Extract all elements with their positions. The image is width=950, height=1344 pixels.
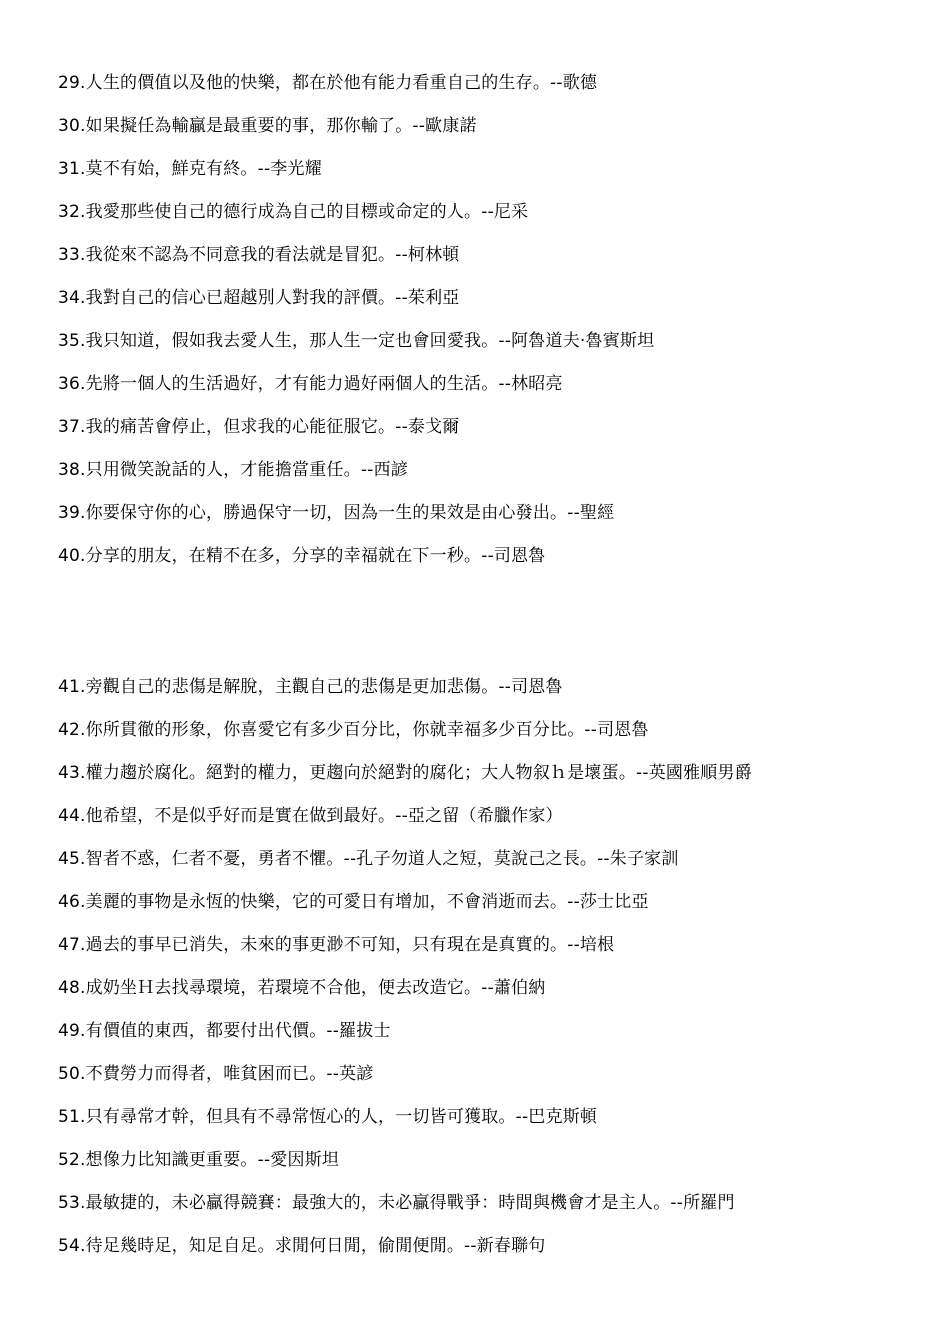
quote-48: 48.成奶坐Ｈ去找尋環境，若環境不合他，便去改造它。--蕭伯納 <box>58 978 546 998</box>
quote-52: 52.想像力比知識更重要。--愛因斯坦 <box>58 1150 340 1170</box>
quote-54: 54.待足幾時足，知足自足。求閒何日閒，偷閒便閒。--新春聯句 <box>58 1236 546 1256</box>
quote-34: 34.我對自己的信心已超越別人對我的評價。--茱利亞 <box>58 288 460 308</box>
quote-53: 53.最敏捷的，未必贏得競賽：最強大的，未必贏得戰爭：時間與機會才是主人。--所羅門 <box>58 1193 735 1213</box>
quote-51: 51.只有尋常才幹，但具有不尋常恆心的人，一切皆可獲取。--巴克斯頓 <box>58 1107 598 1127</box>
quote-47: 47.過去的事早已消失，未來的事更渺不可知，只有現在是真實的。--培根 <box>58 935 615 955</box>
quote-31: 31.莫不有始，鮮克有終。--李光耀 <box>58 159 322 179</box>
quote-38: 38.只用微笑說話的人，才能擔當重任。--西諺 <box>58 460 408 480</box>
quote-44: 44.他希望，不是似乎好而是實在做到最好。--亞之留（希臘作家） <box>58 806 563 826</box>
quote-39: 39.你要保守你的心，勝過保守一切，因為一生的果效是由心發出。--聖經 <box>58 503 615 523</box>
quote-41: 41.旁觀自己的悲傷是解脫，主觀自己的悲傷是更加悲傷。--司恩魯 <box>58 677 563 697</box>
quote-46: 46.美麗的事物是永恆的快樂，它的可愛日有增加，不會消逝而去。--莎士比亞 <box>58 892 649 912</box>
quote-50: 50.不費勞力而得者，唯貧困而已。--英諺 <box>58 1064 374 1084</box>
quote-45: 45.智者不惑，仁者不憂，勇者不懼。--孔子勿道人之短，莫說己之長。--朱子家訓 <box>58 849 679 869</box>
quote-35: 35.我只知道，假如我去愛人生，那人生一定也會回愛我。--阿魯道夫·魯賓斯坦 <box>58 331 655 351</box>
quote-43: 43.權力趨於腐化。絕對的權力，更趨向於絕對的腐化；大人物叙ｈ是壞蛋。--英國雅順男爵 <box>58 763 752 783</box>
quote-32: 32.我愛那些使自己的德行成為自己的目標或命定的人。--尼采 <box>58 202 529 222</box>
quote-37: 37.我的痛苦會停止，但求我的心能征服它。--泰戈爾 <box>58 417 460 437</box>
quote-list-29-40 <box>58 70 654 586</box>
quote-36: 36.先將一個人的生活過好，才有能力過好兩個人的生活。--林昭亮 <box>58 374 563 394</box>
quote-33: 33.我從來不認為不同意我的看法就是冒犯。--柯林頓 <box>58 245 460 265</box>
quote-40: 40.分享的朋友，在精不在多，分享的幸福就在下一秒。--司恩魯 <box>58 546 546 566</box>
quote-49: 49.有價值的東西，都要付出代價。--羅拔士 <box>58 1021 391 1041</box>
quote-42: 42.你所貫徹的形象，你喜愛它有多少百分比，你就幸福多少百分比。--司恩魯 <box>58 720 649 740</box>
quote-list-41-54 <box>58 674 752 1276</box>
quote-29: 29.人生的價值以及他的快樂，都在於他有能力看重自己的生存。--歌德 <box>58 73 598 93</box>
quote-30: 30.如果擬任為輸贏是最重要的事，那你輸了。--歐康諾 <box>58 116 477 136</box>
